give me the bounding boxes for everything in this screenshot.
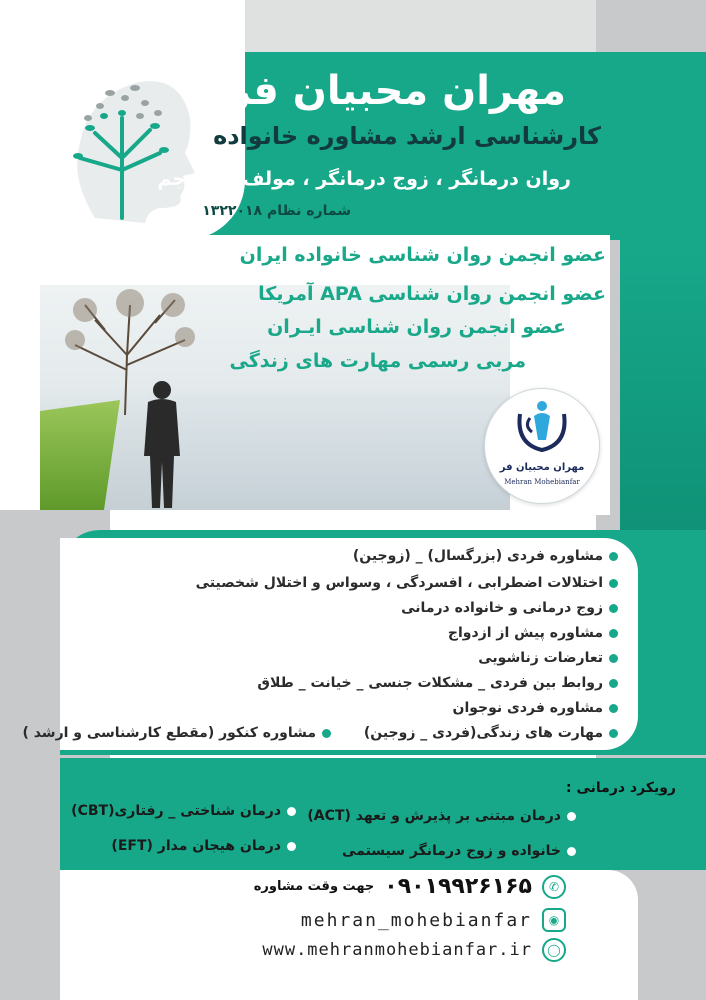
service-item: مشاوره کنکور (مقطع کارشناسی و ارشد ) xyxy=(22,725,331,741)
roles-text: روان درمانگر ، زوج درمانگر ، مولف و مترجم xyxy=(157,168,571,190)
services-card xyxy=(60,538,638,750)
person-icon xyxy=(140,378,185,510)
bullet-icon xyxy=(609,579,618,588)
bullet-icon xyxy=(609,679,618,688)
bullet-icon xyxy=(609,552,618,561)
service-item: مشاوره فردی نوجوان xyxy=(453,700,619,716)
service-item: مهارت های زندگی(فردی _ زوجین) xyxy=(364,725,618,741)
approach-title: رویکرد درمانی : xyxy=(566,780,676,796)
instagram-icon: ◉ xyxy=(542,908,566,932)
brand-logo-name: مهران محبیان فر xyxy=(499,462,585,473)
bullet-icon xyxy=(609,604,618,613)
approach-item: درمان شناختی _ رفتاری(CBT) xyxy=(71,803,296,819)
phone-icon: ✆ xyxy=(542,875,566,899)
instagram-handle[interactable]: mehran_mohebianfar xyxy=(300,909,532,931)
membership-item: مربی رسمی مهارت های زندگی xyxy=(229,350,526,372)
bullet-icon xyxy=(609,654,618,663)
bullet-icon xyxy=(287,842,296,851)
membership-item: عضو انجمن روان شناسی ایـران xyxy=(267,316,566,338)
website-url[interactable]: www.mehranmohebianfar.ir xyxy=(262,940,532,960)
bullet-icon xyxy=(287,807,296,816)
bullet-icon xyxy=(609,629,618,638)
membership-item: عضو انجمن روان شناسی APA آمریکا xyxy=(258,283,606,305)
approach-item: درمان مبتنی بر پذیرش و تعهد (ACT) xyxy=(307,808,576,824)
phone-number[interactable]: ۰۹۰۱۹۹۲۶۱۶۵ xyxy=(384,874,532,899)
bullet-icon xyxy=(609,704,618,713)
service-item: مشاوره پیش از ازدواج xyxy=(448,625,618,641)
bullet-icon xyxy=(322,729,331,738)
brand-logo-icon xyxy=(510,396,574,458)
appointment-label: جهت وقت مشاوره xyxy=(253,879,375,894)
phone-row[interactable] xyxy=(254,874,566,899)
brand-logo-name-en: Mehran Mohebianfar xyxy=(504,478,580,486)
instagram-row[interactable] xyxy=(301,908,566,932)
service-item: زوج درمانی و خانواده درمانی xyxy=(401,600,618,616)
service-item: تعارضات زناشویی xyxy=(478,650,618,666)
service-item: اختلالات اضطرابی ، افسردگی ، وسواس و اختلال شخصیتی xyxy=(196,575,618,591)
membership-item: عضو انجمن روان شناسی خانواده ایران xyxy=(239,244,606,266)
doctor-name: مهران محبیان فر xyxy=(227,68,566,114)
bullet-icon xyxy=(567,812,576,821)
service-item: مشاوره فردی (بزرگسال) _ (زوجین) xyxy=(353,548,618,564)
bullet-icon xyxy=(609,729,618,738)
approach-item: درمان هیجان مدار (EFT) xyxy=(111,838,296,854)
approach-item: خانواده و زوج درمانگر سیستمی xyxy=(342,843,576,859)
service-item: روابط بین فردی _ مشکلات جنسی _ خیانت _ طلاق xyxy=(257,675,618,691)
website-row[interactable] xyxy=(262,938,566,962)
bullet-icon xyxy=(567,847,576,856)
degree-title: کارشناسی ارشد مشاوره خانواده xyxy=(213,122,601,150)
globe-icon: ◯ xyxy=(542,938,566,962)
side-stripe xyxy=(620,240,706,570)
license-number: شماره نظام ۱۳۲۲۰۱۸ xyxy=(202,203,351,219)
